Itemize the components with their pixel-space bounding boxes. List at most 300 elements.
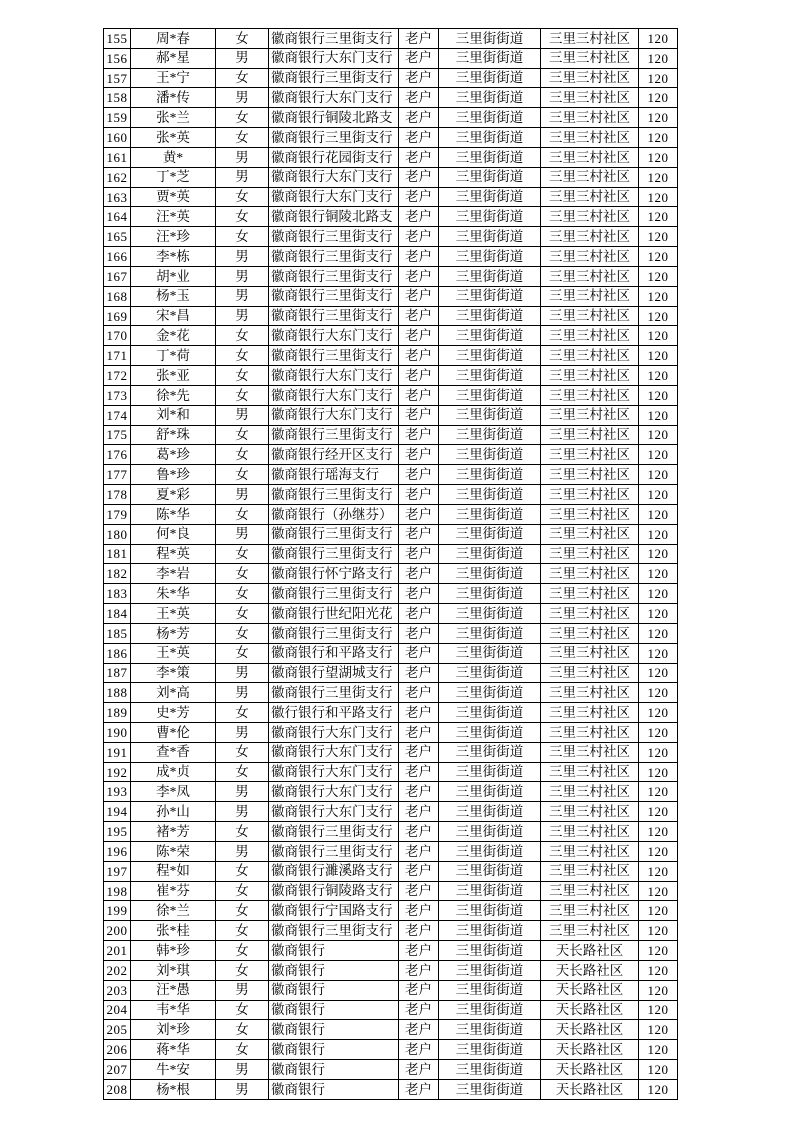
- cell-community: 三里三村社区: [541, 247, 639, 267]
- table-row: [104, 286, 678, 306]
- cell-name: 刘*高: [131, 683, 216, 703]
- cell-account-type: 老户: [399, 1040, 439, 1060]
- cell-street: 三里街街道: [439, 1079, 541, 1099]
- cell-account-type: 老户: [399, 1060, 439, 1080]
- cell-serial: 187: [104, 663, 131, 683]
- cell-amount: 120: [639, 504, 678, 524]
- cell-name: 曹*伦: [131, 722, 216, 742]
- cell-community: 三里三村社区: [541, 683, 639, 703]
- cell-amount: 120: [639, 108, 678, 128]
- cell-community: 三里三村社区: [541, 266, 639, 286]
- cell-community: 三里三村社区: [541, 306, 639, 326]
- cell-name: 孙*山: [131, 802, 216, 822]
- table-row: [104, 1000, 678, 1020]
- cell-name: 史*芳: [131, 703, 216, 723]
- cell-bank: 徽商银行三里街支行: [269, 266, 399, 286]
- cell-bank: 徽商银行大东门支行: [269, 326, 399, 346]
- table-body: [104, 29, 678, 1100]
- cell-serial: 160: [104, 128, 131, 148]
- cell-account-type: 老户: [399, 941, 439, 961]
- cell-street: 三里街街道: [439, 445, 541, 465]
- cell-account-type: 老户: [399, 960, 439, 980]
- cell-serial: 190: [104, 722, 131, 742]
- table-row: [104, 861, 678, 881]
- cell-bank: 徽商银行三里街支行: [269, 247, 399, 267]
- table-row: [104, 346, 678, 366]
- cell-gender: 女: [216, 385, 269, 405]
- cell-amount: 120: [639, 822, 678, 842]
- cell-serial: 162: [104, 167, 131, 187]
- cell-account-type: 老户: [399, 29, 439, 49]
- cell-bank: 徽商银行三里街支行: [269, 346, 399, 366]
- cell-name: 褚*芳: [131, 822, 216, 842]
- table-row: [104, 841, 678, 861]
- cell-community: 天长路社区: [541, 1040, 639, 1060]
- cell-community: 三里三村社区: [541, 88, 639, 108]
- cell-street: 三里街街道: [439, 584, 541, 604]
- cell-community: 三里三村社区: [541, 921, 639, 941]
- cell-street: 三里街街道: [439, 247, 541, 267]
- cell-community: 三里三村社区: [541, 326, 639, 346]
- cell-community: 三里三村社区: [541, 623, 639, 643]
- cell-gender: 女: [216, 822, 269, 842]
- cell-account-type: 老户: [399, 663, 439, 683]
- cell-gender: 男: [216, 722, 269, 742]
- cell-community: 三里三村社区: [541, 742, 639, 762]
- cell-serial: 163: [104, 187, 131, 207]
- cell-name: 何*良: [131, 524, 216, 544]
- cell-account-type: 老户: [399, 425, 439, 445]
- cell-gender: 女: [216, 445, 269, 465]
- cell-bank: 徽商银行三里街支行: [269, 623, 399, 643]
- cell-street: 三里街街道: [439, 207, 541, 227]
- cell-gender: 女: [216, 1000, 269, 1020]
- cell-serial: 179: [104, 504, 131, 524]
- cell-serial: 168: [104, 286, 131, 306]
- cell-community: 三里三村社区: [541, 167, 639, 187]
- cell-street: 三里街街道: [439, 68, 541, 88]
- table-row: [104, 1020, 678, 1040]
- table-row: [104, 445, 678, 465]
- cell-name: 葛*珍: [131, 445, 216, 465]
- cell-account-type: 老户: [399, 227, 439, 247]
- cell-bank: 徽商银行三里街支行: [269, 485, 399, 505]
- cell-name: 朱*华: [131, 584, 216, 604]
- cell-bank: 徽行银行和平路支行: [269, 703, 399, 723]
- cell-community: 三里三村社区: [541, 861, 639, 881]
- cell-serial: 172: [104, 366, 131, 386]
- cell-serial: 202: [104, 960, 131, 980]
- cell-bank: 徽商银行三里街支行: [269, 544, 399, 564]
- cell-account-type: 老户: [399, 604, 439, 624]
- cell-community: 三里三村社区: [541, 366, 639, 386]
- cell-gender: 女: [216, 742, 269, 762]
- cell-street: 三里街街道: [439, 346, 541, 366]
- cell-amount: 120: [639, 48, 678, 68]
- cell-gender: 女: [216, 623, 269, 643]
- cell-serial: 165: [104, 227, 131, 247]
- cell-street: 三里街街道: [439, 29, 541, 49]
- cell-bank: 徽商银行怀宁路支行: [269, 564, 399, 584]
- cell-gender: 女: [216, 544, 269, 564]
- cell-serial: 203: [104, 980, 131, 1000]
- cell-street: 三里街街道: [439, 722, 541, 742]
- cell-community: 三里三村社区: [541, 782, 639, 802]
- cell-serial: 171: [104, 346, 131, 366]
- cell-account-type: 老户: [399, 88, 439, 108]
- cell-serial: 177: [104, 465, 131, 485]
- cell-serial: 156: [104, 48, 131, 68]
- cell-serial: 158: [104, 88, 131, 108]
- cell-name: 张*英: [131, 128, 216, 148]
- cell-name: 徐*兰: [131, 901, 216, 921]
- cell-name: 舒*珠: [131, 425, 216, 445]
- cell-gender: 男: [216, 266, 269, 286]
- cell-bank: 徽商银行三里街支行: [269, 68, 399, 88]
- cell-gender: 男: [216, 48, 269, 68]
- cell-gender: 女: [216, 604, 269, 624]
- cell-name: 成*贞: [131, 762, 216, 782]
- cell-amount: 120: [639, 623, 678, 643]
- table-row: [104, 683, 678, 703]
- cell-gender: 女: [216, 643, 269, 663]
- cell-name: 李*凤: [131, 782, 216, 802]
- cell-serial: 161: [104, 147, 131, 167]
- cell-street: 三里街街道: [439, 167, 541, 187]
- cell-gender: 女: [216, 346, 269, 366]
- cell-street: 三里街街道: [439, 941, 541, 961]
- cell-street: 三里街街道: [439, 48, 541, 68]
- cell-amount: 120: [639, 326, 678, 346]
- cell-bank: 徽商银行三里街支行: [269, 584, 399, 604]
- table-row: [104, 1060, 678, 1080]
- cell-street: 三里街街道: [439, 881, 541, 901]
- cell-community: 三里三村社区: [541, 485, 639, 505]
- cell-amount: 120: [639, 88, 678, 108]
- cell-community: 三里三村社区: [541, 544, 639, 564]
- cell-bank: 徽商银行大东门支行: [269, 366, 399, 386]
- cell-account-type: 老户: [399, 485, 439, 505]
- cell-bank: 徽商银行铜陵北路支: [269, 207, 399, 227]
- cell-serial: 189: [104, 703, 131, 723]
- table-row: [104, 108, 678, 128]
- cell-amount: 120: [639, 762, 678, 782]
- cell-gender: 女: [216, 207, 269, 227]
- cell-serial: 196: [104, 841, 131, 861]
- cell-account-type: 老户: [399, 187, 439, 207]
- cell-gender: 女: [216, 1040, 269, 1060]
- cell-community: 三里三村社区: [541, 901, 639, 921]
- cell-account-type: 老户: [399, 683, 439, 703]
- cell-name: 陈*华: [131, 504, 216, 524]
- cell-account-type: 老户: [399, 346, 439, 366]
- cell-serial: 188: [104, 683, 131, 703]
- cell-street: 三里街街道: [439, 504, 541, 524]
- table-row: [104, 266, 678, 286]
- cell-name: 郝*星: [131, 48, 216, 68]
- cell-amount: 120: [639, 68, 678, 88]
- cell-amount: 120: [639, 722, 678, 742]
- cell-name: 胡*业: [131, 266, 216, 286]
- table-row: [104, 326, 678, 346]
- cell-bank: 徽商银行大东门支行: [269, 782, 399, 802]
- cell-gender: 男: [216, 286, 269, 306]
- cell-account-type: 老户: [399, 782, 439, 802]
- cell-account-type: 老户: [399, 1079, 439, 1099]
- cell-community: 三里三村社区: [541, 405, 639, 425]
- cell-name: 杨*根: [131, 1079, 216, 1099]
- cell-name: 王*宁: [131, 68, 216, 88]
- cell-name: 夏*彩: [131, 485, 216, 505]
- cell-amount: 120: [639, 742, 678, 762]
- cell-amount: 120: [639, 485, 678, 505]
- cell-community: 三里三村社区: [541, 108, 639, 128]
- cell-community: 三里三村社区: [541, 564, 639, 584]
- cell-street: 三里街街道: [439, 822, 541, 842]
- cell-street: 三里街街道: [439, 960, 541, 980]
- cell-community: 天长路社区: [541, 1079, 639, 1099]
- cell-amount: 120: [639, 980, 678, 1000]
- cell-community: 三里三村社区: [541, 385, 639, 405]
- cell-gender: 女: [216, 326, 269, 346]
- cell-street: 三里街街道: [439, 524, 541, 544]
- cell-name: 鲁*珍: [131, 465, 216, 485]
- cell-serial: 208: [104, 1079, 131, 1099]
- cell-gender: 女: [216, 564, 269, 584]
- table-row: [104, 385, 678, 405]
- cell-bank: 徽商银行大东门支行: [269, 48, 399, 68]
- cell-serial: 199: [104, 901, 131, 921]
- cell-street: 三里街街道: [439, 385, 541, 405]
- cell-amount: 120: [639, 663, 678, 683]
- cell-name: 徐*先: [131, 385, 216, 405]
- cell-gender: 女: [216, 960, 269, 980]
- cell-account-type: 老户: [399, 722, 439, 742]
- cell-gender: 男: [216, 683, 269, 703]
- table-row: [104, 247, 678, 267]
- cell-bank: 徽商银行大东门支行: [269, 802, 399, 822]
- cell-name: 蒋*华: [131, 1040, 216, 1060]
- cell-bank: 徽商银行三里街支行: [269, 841, 399, 861]
- cell-name: 杨*芳: [131, 623, 216, 643]
- table-row: [104, 941, 678, 961]
- cell-community: 三里三村社区: [541, 48, 639, 68]
- table-row: [104, 504, 678, 524]
- cell-amount: 120: [639, 841, 678, 861]
- cell-community: 三里三村社区: [541, 604, 639, 624]
- cell-community: 三里三村社区: [541, 703, 639, 723]
- cell-bank: 徽商银行: [269, 1079, 399, 1099]
- cell-bank: 徽商银行经开区支行: [269, 445, 399, 465]
- cell-bank: 徽商银行三里街支行: [269, 425, 399, 445]
- table-row: [104, 1040, 678, 1060]
- cell-street: 三里街街道: [439, 742, 541, 762]
- cell-street: 三里街街道: [439, 366, 541, 386]
- cell-gender: 男: [216, 88, 269, 108]
- cell-street: 三里街街道: [439, 663, 541, 683]
- cell-bank: 徽商银行三里街支行: [269, 921, 399, 941]
- table-row: [104, 68, 678, 88]
- cell-account-type: 老户: [399, 921, 439, 941]
- cell-amount: 120: [639, 544, 678, 564]
- cell-serial: 204: [104, 1000, 131, 1020]
- cell-gender: 女: [216, 227, 269, 247]
- cell-gender: 男: [216, 524, 269, 544]
- cell-account-type: 老户: [399, 128, 439, 148]
- cell-community: 三里三村社区: [541, 881, 639, 901]
- cell-amount: 120: [639, 861, 678, 881]
- table-row: [104, 306, 678, 326]
- table-row: [104, 405, 678, 425]
- cell-account-type: 老户: [399, 247, 439, 267]
- cell-community: 三里三村社区: [541, 841, 639, 861]
- cell-community: 三里三村社区: [541, 722, 639, 742]
- cell-community: 三里三村社区: [541, 465, 639, 485]
- cell-account-type: 老户: [399, 266, 439, 286]
- table-row: [104, 544, 678, 564]
- cell-serial: 180: [104, 524, 131, 544]
- cell-account-type: 老户: [399, 465, 439, 485]
- cell-bank: 徽商银行三里街支行: [269, 822, 399, 842]
- table-row: [104, 187, 678, 207]
- table-row: [104, 623, 678, 643]
- cell-street: 三里街街道: [439, 604, 541, 624]
- cell-account-type: 老户: [399, 980, 439, 1000]
- cell-community: 三里三村社区: [541, 147, 639, 167]
- cell-account-type: 老户: [399, 822, 439, 842]
- cell-amount: 120: [639, 227, 678, 247]
- cell-community: 天长路社区: [541, 941, 639, 961]
- cell-serial: 155: [104, 29, 131, 49]
- cell-name: 崔*芬: [131, 881, 216, 901]
- table-row: [104, 524, 678, 544]
- cell-serial: 205: [104, 1020, 131, 1040]
- cell-community: 三里三村社区: [541, 187, 639, 207]
- cell-account-type: 老户: [399, 167, 439, 187]
- cell-amount: 120: [639, 445, 678, 465]
- cell-name: 丁*芝: [131, 167, 216, 187]
- cell-street: 三里街街道: [439, 643, 541, 663]
- cell-name: 张*亚: [131, 366, 216, 386]
- cell-gender: 女: [216, 921, 269, 941]
- cell-community: 三里三村社区: [541, 524, 639, 544]
- table-row: [104, 901, 678, 921]
- cell-amount: 120: [639, 1020, 678, 1040]
- cell-account-type: 老户: [399, 841, 439, 861]
- cell-street: 三里街街道: [439, 1060, 541, 1080]
- cell-street: 三里街街道: [439, 187, 541, 207]
- cell-serial: 157: [104, 68, 131, 88]
- cell-serial: 183: [104, 584, 131, 604]
- cell-gender: 男: [216, 980, 269, 1000]
- cell-amount: 120: [639, 1079, 678, 1099]
- cell-amount: 120: [639, 147, 678, 167]
- cell-bank: 徽商银行铜陵路支行: [269, 881, 399, 901]
- cell-amount: 120: [639, 405, 678, 425]
- cell-bank: 徽商银行大东门支行: [269, 167, 399, 187]
- cell-community: 天长路社区: [541, 960, 639, 980]
- cell-amount: 120: [639, 1000, 678, 1020]
- cell-serial: 184: [104, 604, 131, 624]
- cell-bank: 徽商银行大东门支行: [269, 762, 399, 782]
- table-row: [104, 663, 678, 683]
- table-row: [104, 703, 678, 723]
- cell-account-type: 老户: [399, 1000, 439, 1020]
- cell-name: 周*春: [131, 29, 216, 49]
- cell-community: 三里三村社区: [541, 29, 639, 49]
- cell-name: 宋*昌: [131, 306, 216, 326]
- cell-account-type: 老户: [399, 802, 439, 822]
- cell-amount: 120: [639, 207, 678, 227]
- cell-gender: 女: [216, 703, 269, 723]
- cell-bank: 徽商银行望湖城支行: [269, 663, 399, 683]
- cell-serial: 195: [104, 822, 131, 842]
- cell-account-type: 老户: [399, 445, 439, 465]
- cell-street: 三里街街道: [439, 227, 541, 247]
- table-row: [104, 48, 678, 68]
- table-row: [104, 722, 678, 742]
- cell-gender: 男: [216, 306, 269, 326]
- cell-amount: 120: [639, 128, 678, 148]
- cell-account-type: 老户: [399, 901, 439, 921]
- cell-street: 三里街街道: [439, 861, 541, 881]
- cell-account-type: 老户: [399, 643, 439, 663]
- cell-account-type: 老户: [399, 405, 439, 425]
- cell-bank: 徽商银行三里街支行: [269, 683, 399, 703]
- cell-account-type: 老户: [399, 623, 439, 643]
- cell-amount: 120: [639, 901, 678, 921]
- cell-amount: 120: [639, 524, 678, 544]
- cell-bank: 徽商银行三里街支行: [269, 306, 399, 326]
- table-row: [104, 29, 678, 49]
- cell-community: 三里三村社区: [541, 822, 639, 842]
- cell-name: 丁*荷: [131, 346, 216, 366]
- cell-serial: 201: [104, 941, 131, 961]
- cell-serial: 197: [104, 861, 131, 881]
- cell-bank: 徽商银行濉溪路支行: [269, 861, 399, 881]
- cell-gender: 女: [216, 584, 269, 604]
- table-row: [104, 465, 678, 485]
- cell-community: 三里三村社区: [541, 762, 639, 782]
- table-row: [104, 643, 678, 663]
- cell-account-type: 老户: [399, 762, 439, 782]
- cell-name: 韦*华: [131, 1000, 216, 1020]
- cell-bank: 徽商银行: [269, 1040, 399, 1060]
- cell-serial: 178: [104, 485, 131, 505]
- cell-account-type: 老户: [399, 584, 439, 604]
- cell-gender: 男: [216, 405, 269, 425]
- cell-account-type: 老户: [399, 366, 439, 386]
- cell-account-type: 老户: [399, 306, 439, 326]
- cell-account-type: 老户: [399, 861, 439, 881]
- cell-gender: 女: [216, 861, 269, 881]
- cell-gender: 女: [216, 762, 269, 782]
- cell-amount: 120: [639, 564, 678, 584]
- cell-account-type: 老户: [399, 564, 439, 584]
- cell-street: 三里街街道: [439, 306, 541, 326]
- cell-serial: 194: [104, 802, 131, 822]
- cell-name: 刘*珍: [131, 1020, 216, 1040]
- cell-amount: 120: [639, 465, 678, 485]
- cell-community: 三里三村社区: [541, 286, 639, 306]
- cell-gender: 女: [216, 465, 269, 485]
- cell-name: 汪*珍: [131, 227, 216, 247]
- cell-street: 三里街街道: [439, 782, 541, 802]
- cell-gender: 女: [216, 187, 269, 207]
- cell-community: 三里三村社区: [541, 227, 639, 247]
- cell-gender: 女: [216, 128, 269, 148]
- cell-name: 杨*玉: [131, 286, 216, 306]
